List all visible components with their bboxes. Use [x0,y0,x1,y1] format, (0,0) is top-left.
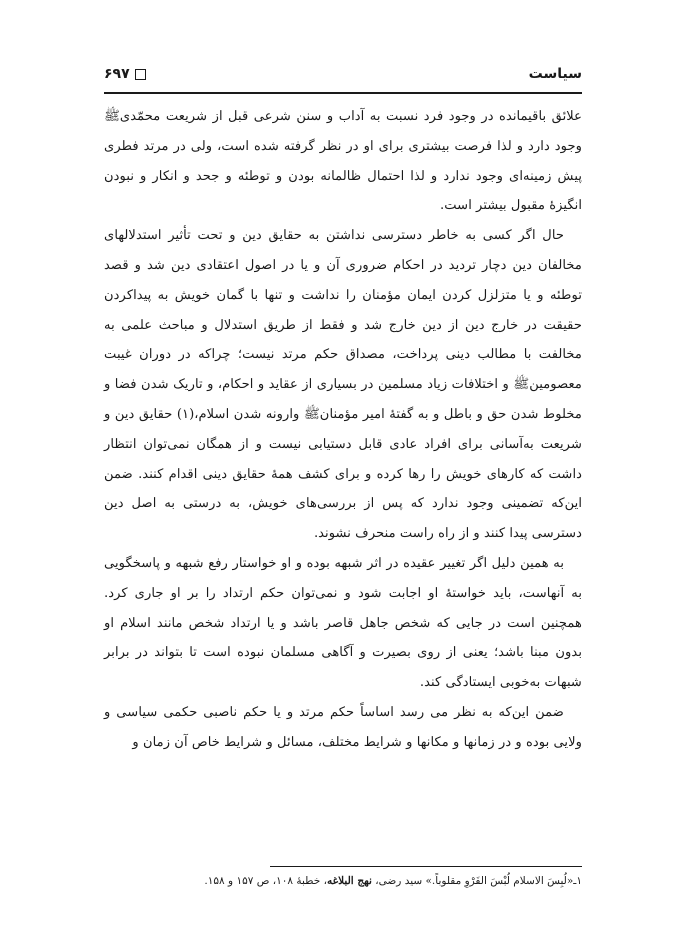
square-icon [135,69,146,80]
footnote-rule [270,866,582,867]
body-text [104,102,582,758]
paragraph: علائق باقیمانده در وجود فرد نسبت به آداب و سنن شرعی قبل از شریعت محمّدیﷺ وجود دارد و لذا فرصت بیشتری برای او در نظر گرفته شده است، ولی در مرتد فطری پیش زمینه‌ای وجود ندارد و لذا احتمال ظالمانه بودن و توطئه و جحد و انکار و نبودن انگیزهٔ مقبول بیشتر است. [104,109,582,214]
footnote-prefix: ۱ـ«لُبِسَ الاسلام لُبْسَ الفَرْوِ مقلوباً.» سید رضی، [371,875,582,887]
chapter-title: سیاست [528,66,582,82]
paragraph: ضمن این‌که به نظر می رسد اساساً حکم مرتد و یا حکم ناصبی حکمی سیاسی و ولایی بوده و در زمانها و مکانها و شرایط مختلف، مسائل و شرایط خاص آن زمان و [104,704,582,750]
page-number [104,66,146,82]
footnote [104,872,582,890]
header-rule [104,92,582,94]
footnote-source: نهج البلاغه [327,875,372,887]
paragraph: حال اگر کسی به خاطر دسترسی نداشتن به حقایق دین و تحت تأثیر استدلالهای مخالفان دین دچار تردید در احکام ضروری آن و یا در اصول اعتقادی دین شد و قصد توطئه و یا متزلزل کردن ایمان مؤمنان را نداشت و تنها با گمان خویش به پیداکردن حقیقت در خارج دین از دین خارج شد و فقط از طریق استدلال و مباحث علمی به مخالفت با مطالب دینی پرداخت، مصداق حکم مرتد نیست؛ چراکه در دوران غیبت معصومینﷺ و اختلافات زیاد مسلمین در بسیاری از عقاید و احکام، و تاریک شدن فضا و مخلوط شدن حق و باطل و به گفتهٔ امیر مؤمنانﷺ وارونه شدن اسلام،(۱) حقایق دین و شریعت به‌آسانی برای افراد عادی قابل دستیابی نیست و از همگان نمی‌توان انتظار داشت که کارهای خویش را رها کرده و برای کشف همهٔ حقایق دینی اقدام کنند. ضمن این‌که تضمینی وجود ندارد که پس از بررسی‌های خویش، به درستی به اصل دین دسترسی پیدا کنند و از راه راست منحرف نشوند. [104,228,582,542]
paragraph: به همین دلیل اگر تغییر عقیده در اثر شبهه بوده و او خواستار رفع شبهه و پاسخگویی به آنهاست، باید خواستهٔ او اجابت شود و نمی‌توان حکم ارتداد را بر او جاری کرد. همچنین است در جایی که شخص جاهل قاصر باشد و یا ارتداد شخص مانند اسلام او بدون مبنا باشد؛ یعنی از روی بصیرت و آگاهی مسلمان نبوده است تا بتواند در برابر شبهات به‌خوبی ایستادگی کند. [104,555,582,691]
page-number-text: ۶۹۷ [104,66,130,82]
running-header [104,58,582,88]
footnote-suffix: ، خطبهٔ ۱۰۸، ص ۱۵۷ و ۱۵۸. [204,875,328,887]
